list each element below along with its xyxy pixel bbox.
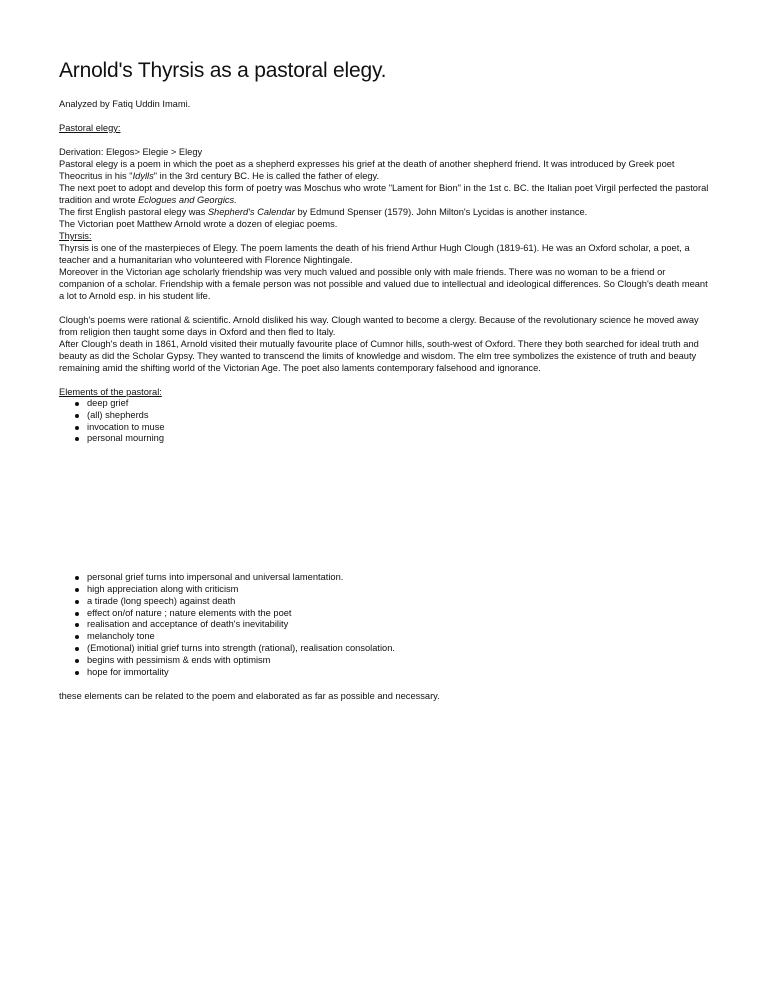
closing-line: these elements can be related to the poem and elaborated as far as possible and necessary. bbox=[59, 691, 440, 702]
list-item: invocation to muse bbox=[87, 422, 711, 434]
paragraph-moschus: The next poet to adopt and develop this form of poetry was Moschus who wrote "Lament for Bion" in the 1st c. BC. the Italian poet Virgil perfected the pastoral tradition and wrote Eclogues and Georgics. bbox=[59, 183, 709, 205]
list-item: (Emotional) initial grief turns into strength (rational), realisation consolation. bbox=[87, 643, 711, 655]
paragraph-cumnor-hills: After Clough's death in 1861, Arnold visited their mutually favourite place of Cumnor hills, south-west of Oxford. There they both searched for ideal truth and beauty as did the Scholar Gypsy. They wanted to transcend the limits of knowledge and wisdom. The elm tree symbolizes the existence of truth and beauty remaining amid the shifting world of the Victorian Age. The poet also laments contemporary falsehood and ignorance. bbox=[59, 339, 699, 373]
list-item: a tirade (long speech) against death bbox=[87, 596, 711, 608]
paragraph-pastoral-definition: Pastoral elegy is a poem in which the poet as a shepherd expresses his grief at the death of another shepherd friend. It was introduced by Greek poet Theocritus in his "Idylls" in the 3rd century BC. He is called the father of elegy. bbox=[59, 159, 675, 181]
byline: Analyzed by Fatiq Uddin Imami. bbox=[59, 99, 191, 109]
list-item: melancholy tone bbox=[87, 631, 711, 643]
paragraph-spenser: The first English pastoral elegy was Shepherd's Calendar by Edmund Spenser (1579). John Milton's Lycidas is another instance. bbox=[59, 207, 588, 217]
elements-list-1 bbox=[59, 398, 711, 445]
list-item: personal grief turns into impersonal and universal lamentation. bbox=[87, 572, 711, 584]
page-title: Arnold's Thyrsis as a pastoral elegy. bbox=[59, 59, 387, 82]
paragraph-arnold: The Victorian poet Matthew Arnold wrote a dozen of elegiac poems. bbox=[59, 219, 338, 229]
elements-heading: Elements of the pastoral: bbox=[59, 387, 162, 397]
paragraph-victorian-friendship: Moreover in the Victorian age scholarly friendship was very much valued and possible only with male friends. There was no woman to be a friend or companion of a scholar. Friendship with a female person was not possible and valued due to intellectual and ideological differences. So Clough's death meant a lot to Arnold esp. in his student life. bbox=[59, 267, 708, 301]
list-item: realisation and acceptance of death's inevitability bbox=[87, 619, 711, 631]
elements-list-2 bbox=[59, 572, 711, 678]
list-item: personal mourning bbox=[87, 433, 711, 445]
list-item: begins with pessimism & ends with optimism bbox=[87, 655, 711, 667]
derivation-line: Derivation: Elegos> Elegie > Elegy bbox=[59, 147, 203, 157]
pastoral-heading: Pastoral elegy: bbox=[59, 123, 121, 133]
list-item: (all) shepherds bbox=[87, 410, 711, 422]
list-item: effect on/of nature ; nature elements with the poet bbox=[87, 608, 711, 620]
thyrsis-heading: Thyrsis: bbox=[59, 231, 92, 241]
paragraph-thyrsis: Thyrsis is one of the masterpieces of Elegy. The poem laments the death of his friend Arthur Hugh Clough (1819-61). He was an Oxford scholar, a poet, a teacher and a humanitarian who volunteered with Florence Nightingale. bbox=[59, 243, 690, 265]
list-item: deep grief bbox=[87, 398, 711, 410]
list-item: hope for immortality bbox=[87, 667, 711, 679]
list-item: high appreciation along with criticism bbox=[87, 584, 711, 596]
paragraph-clough-poems: Clough's poems were rational & scientific. Arnold disliked his way. Clough wanted to become a clergy. Because of the revolutionary science he moved away from religion then taught some days in Oxford and then fled to Italy. bbox=[59, 315, 699, 337]
document-page bbox=[59, 58, 711, 702]
